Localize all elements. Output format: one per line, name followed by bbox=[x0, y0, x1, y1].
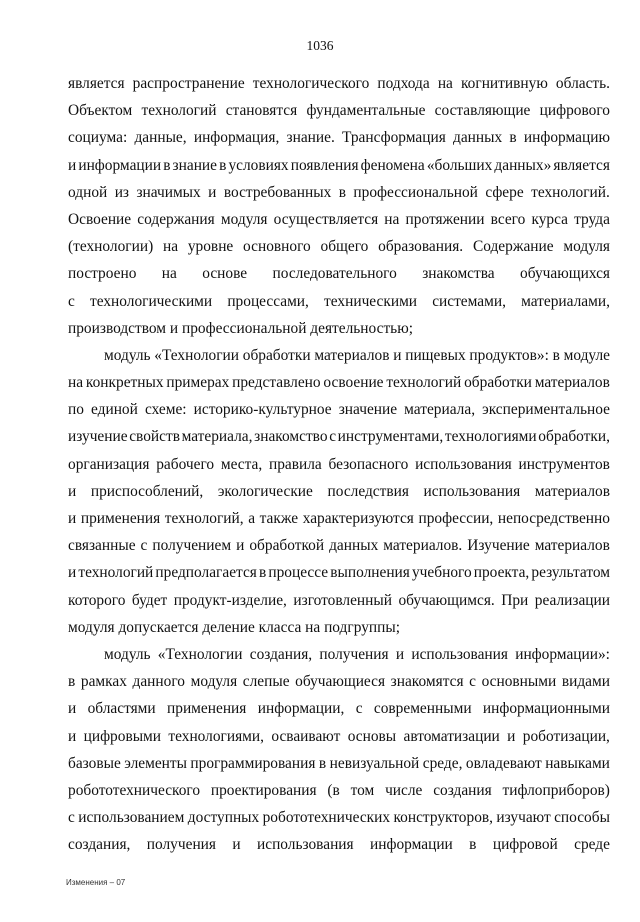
text-line: модуля допускается деление класса на подгруппы; bbox=[68, 618, 400, 636]
page-number: 1036 bbox=[306, 38, 334, 53]
text-line: связанные с получением и обработкой данных материалов. Изучение материалов bbox=[68, 537, 610, 555]
footer-note: Изменения – 07 bbox=[66, 878, 126, 887]
text-line: модуль «Технологии создания, получения и использования информации»: bbox=[104, 645, 610, 663]
text-line: Объектом технологий становятся фундаментальные составляющие цифрового bbox=[68, 102, 610, 120]
text-line: базовые элементы программирования в невизуальной среде, овладевают навыками bbox=[68, 754, 610, 772]
text-line: которого будет продукт-изделие, изготовленный обучающимся. При реализации bbox=[68, 591, 610, 609]
text-line: (технологии) на уровне основного общего образования. Содержание модуля bbox=[68, 238, 610, 256]
text-line: по единой схеме: историко-культурное значение материала, экспериментальное bbox=[68, 401, 610, 419]
text-line: и технологий предполагается в процессе выполнения учебного проекта, результатом bbox=[68, 564, 610, 582]
text-line: в рамках данного модуля слепые обучающиеся знакомятся с основными видами bbox=[68, 673, 610, 691]
text-line: робототехнического проектирования (в том числе создания тифлоприборов) bbox=[68, 781, 610, 799]
text-line: с использованием доступных робототехнических конструкторов, изучают способы bbox=[68, 809, 610, 827]
text-line: социума: данные, информация, знание. Трансформация данных в информацию bbox=[68, 129, 610, 147]
paragraph bbox=[68, 641, 610, 859]
text-line: с технологическими процессами, техническими системами, материалами, bbox=[68, 292, 610, 310]
text-line: изучение свойств материала, знакомство с инструментами, технологиями обработки, bbox=[68, 428, 610, 446]
text-line: Освоение содержания модуля осуществляется на протяжении всего курса труда bbox=[68, 210, 610, 228]
text-line: построено на основе последовательного знакомства обучающихся bbox=[68, 265, 610, 283]
text-line: создания, получения и использования информации в цифровой среде bbox=[68, 836, 610, 854]
text-line: и информации в знание в условиях появления феномена «больших данных» является bbox=[68, 156, 610, 174]
text-line: на конкретных примерах представлено освоение технологий обработки материалов bbox=[68, 374, 610, 392]
text-line: и областями применения информации, с современными информационными bbox=[68, 700, 610, 718]
document-body bbox=[68, 70, 610, 858]
text-line: и применения технологий, а также характеризуются профессии, непосредственно bbox=[68, 510, 610, 527]
text-line: модуль «Технологии обработки материалов и пищевых продуктов»: в модуле bbox=[104, 346, 610, 364]
text-line: является распространение технологического подхода на когнитивную область. bbox=[68, 75, 610, 92]
text-line: одной из значимых и востребованных в профессиональной сфере технологий. bbox=[68, 183, 610, 201]
text-line: производством и профессиональной деятельностью; bbox=[68, 319, 413, 337]
text-line: и цифровыми технологиями, осваивают основы автоматизации и роботизации, bbox=[68, 727, 610, 745]
paragraph bbox=[68, 342, 610, 641]
text-line: и приспособлений, экологические последствия использования материалов bbox=[68, 482, 610, 500]
text-line: организация рабочего места, правила безопасного использования инструментов bbox=[68, 455, 610, 473]
paragraph bbox=[68, 70, 610, 342]
